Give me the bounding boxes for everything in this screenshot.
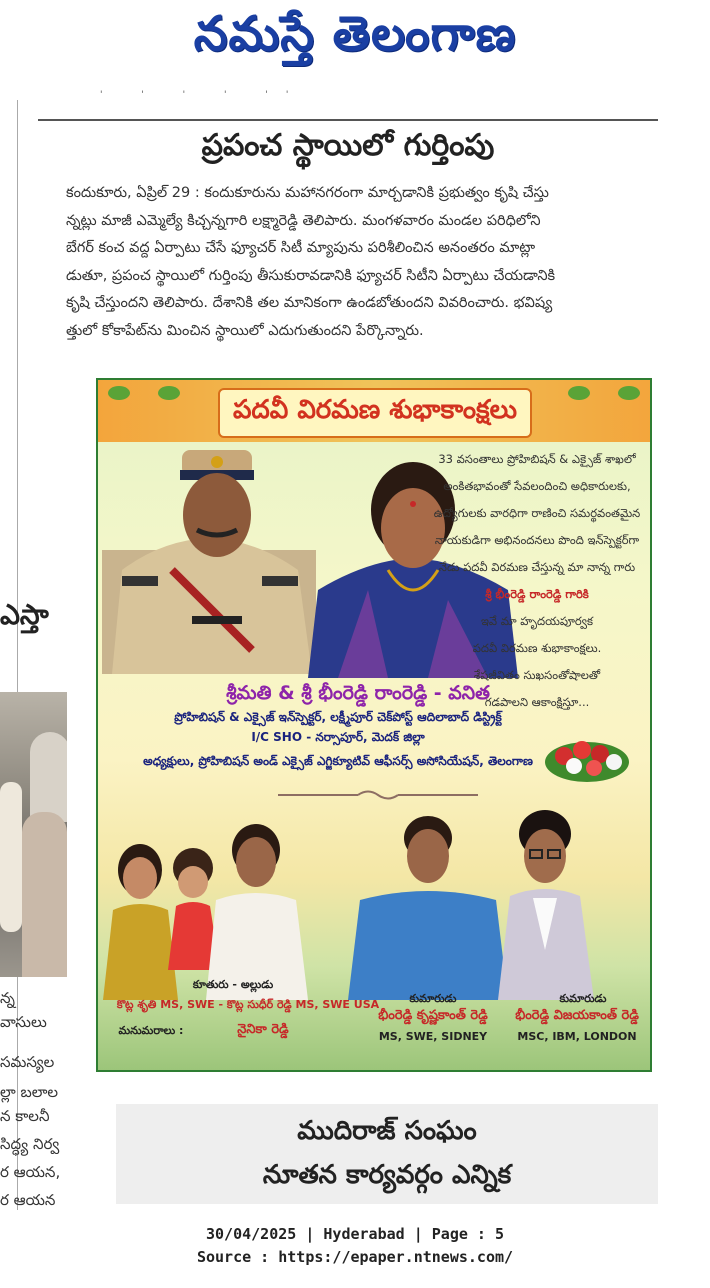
ad-message-line: ఉద్యోగులకు వారధిగా రాణించి సమర్థవంతమైన xyxy=(433,506,641,520)
grand-label: మనుమరాలు : xyxy=(118,1024,184,1037)
footer-date-line: 30/04/2025 | Hyderabad | Page : 5 xyxy=(205,1225,504,1243)
ad-title: పదవీ విరమణ శుభాకాంక్షలు xyxy=(232,395,518,425)
ad-message-line: 33 వసంతాలు ప్రోహిబిషన్ & ఎక్సైజ్ శాఖలో xyxy=(438,452,636,466)
designation: I/C SHO - నర్సాపూర్, మెదక్ జిల్లా xyxy=(251,730,425,744)
cut-text-fragment: ' ' ' ' '' xyxy=(100,90,307,100)
designation: అధ్యక్షులు, ప్రోహిబిషన్ అండ్ ఎక్సైజ్ ఎగ్జిక్యూటివ్ ఆఫీసర్స్ అసోసియేషన్, తెలంగాణ xyxy=(143,754,533,768)
ad-message-line: ఇవే మా హృదయపూర్వక xyxy=(480,614,594,628)
ad-message-line: శేషజీవితం సుఖసంతోషాలతో xyxy=(473,668,601,682)
masthead xyxy=(0,0,710,80)
son-qualification: MS, SWE, SIDNEY xyxy=(378,1030,488,1043)
next-article-subheadline: నూతన కార్యవర్గం ఎన్నిక xyxy=(262,1160,512,1190)
grand-name: నైనికా రెడ్డి xyxy=(237,1022,289,1037)
article-line: బేగర్ కంచ వద్ద ఏర్పాటు చేసే ఫ్యూచర్ సిటీ మ్యాపును పరిశీలించిన అనంతరం మాట్లా xyxy=(66,240,536,256)
son-qualification: MSC, IBM, LONDON xyxy=(517,1030,637,1043)
relation-label: కూతురు - అల్లుడు xyxy=(192,978,274,991)
side-photo xyxy=(0,692,67,977)
next-article-headline: ముదిరాజ్ సంఘం xyxy=(297,1116,477,1146)
article-headline: ప్రపంచ స్థాయిలో గుర్తింపు xyxy=(201,128,495,163)
ad-message-line: శ్రీ భీంరెడ్డి రాంరెడ్డి గారికి xyxy=(485,587,589,601)
article-line: న్నట్లు మాజీ ఎమ్మెల్యే కిచ్చన్నగారి లక్ష్మారెడ్డి తెలిపారు. మంగళవారం మండల పరిధిలోని xyxy=(66,212,541,229)
ad-message-line: నేడు పదవీ విరమణ చేస్తున్న మా నాన్న గారు xyxy=(438,560,636,574)
divider xyxy=(38,119,658,121)
family-photos xyxy=(98,800,652,1000)
side-caption-line: వాసులు xyxy=(0,1013,47,1031)
side-body-line: ర ఆయన, xyxy=(0,1163,61,1181)
article-body xyxy=(66,180,658,345)
ad-message-line: పదవీ విరమణ శుభాకాంక్షలు. xyxy=(472,641,602,655)
relation-label: కుమారుడు xyxy=(409,992,457,1005)
side-body-line: ల్లా బలాల xyxy=(0,1083,59,1101)
side-body-line: సమస్యల xyxy=(0,1053,55,1071)
side-caption-line: న్న xyxy=(0,989,15,1007)
officer-photo xyxy=(102,420,316,674)
son-name: భీంరెడ్డి కృష్ణకాంత్ రెడ్డి xyxy=(378,1008,488,1023)
side-body-line: సిద్ధ్య నిర్వ xyxy=(0,1135,60,1153)
retirement-advertisement xyxy=(96,378,652,1072)
relation-label: కుమారుడు xyxy=(559,992,607,1005)
article-line: కందుకూరు, ఏప్రిల్ 29 : కందుకూరును మహానగరంగా మార్చడానికి ప్రభుత్వం కృషి చేస్తు xyxy=(66,185,549,201)
article-line: త్తులో కోకాపేట్‌ను మించిన స్థాయిలో ఎదుగుతుందని పేర్కొన్నారు. xyxy=(66,322,424,339)
article-line: డుతూ, ప్రపంచ స్థాయిలో గుర్తింపు తీసుకురావడానికి ఫ్యూచర్ సిటీని ఏర్పాటు చేయడానికి xyxy=(66,267,556,284)
bouquet-icon xyxy=(542,726,632,786)
article-line: కృషి చేస్తుందని తెలిపారు. దేశానికి తల మానికంగా ఉండబోతుందని వివరించారు. భవిష్య xyxy=(66,295,553,311)
ad-message-line: నాయకుడిగా అభినందనలు పొంది ఇన్‌స్పెక్టర్‌గా xyxy=(434,533,640,547)
side-body-line: న కాలనీ xyxy=(0,1107,50,1125)
honoree-name: శ్రీమతి & శ్రీ భీంరెడ్డి రాంరెడ్డి - వనిత xyxy=(226,682,490,704)
ad-message-line: అంకితభావంతో సేవలందించి అధికారులకు, xyxy=(443,479,631,493)
side-headline: ఎస్తా xyxy=(0,598,49,631)
son-name: భీంరెడ్డి విజయకాంత్ రెడ్డి xyxy=(515,1008,639,1023)
footer-source-line: Source : https://epaper.ntnews.com/ xyxy=(196,1248,514,1266)
family-names: కొట్ల శృతి MS, SWE - కొట్ల సుధీర్ రెడ్డి MS, SWE USA xyxy=(116,998,380,1011)
newspaper-logo: నమస్తే తెలంగాణ xyxy=(193,6,517,62)
ad-message-line: గడపాలని ఆకాంక్షిస్తూ... xyxy=(484,695,590,709)
side-body-line: ర ఆయన xyxy=(0,1191,56,1209)
ad-message xyxy=(424,446,650,716)
column-divider xyxy=(17,100,18,1210)
designation: ప్రోహిబిషన్ & ఎక్సైజ్ ఇన్‌స్పెక్టర్, లక్ష్మీపూర్ చెక్‌పోస్ట్ ఆదిలాబాద్ డిస్ట్రిక్ట్ xyxy=(174,710,502,724)
